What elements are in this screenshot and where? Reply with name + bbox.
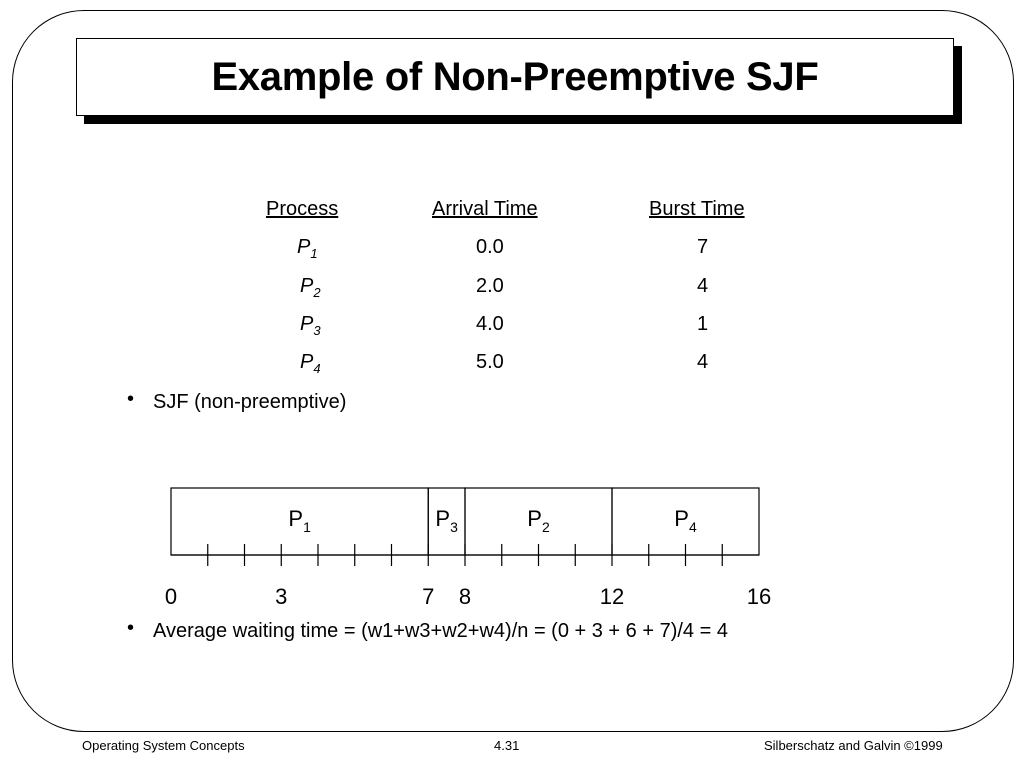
arrival-p4: 5.0 — [476, 351, 504, 373]
axis-label-16: 16 — [746, 584, 772, 609]
arrival-p3: 4.0 — [476, 313, 504, 335]
slide-title: Example of Non-Preemptive SJF — [211, 54, 819, 99]
process-p4: $P_4$ — [300, 351, 321, 376]
arrival-p1: 0.0 — [476, 236, 504, 258]
footer-course: Operating System Concepts — [82, 738, 245, 753]
title-box — [76, 38, 954, 116]
axis-label-8: 8 — [458, 584, 472, 609]
footer-page-number: 4.31 — [494, 738, 520, 753]
axis-label-12: 12 — [599, 584, 625, 609]
bullet-dot-2: • — [127, 617, 135, 639]
gantt-label-p3: $P_3$ — [435, 506, 458, 535]
arrival-p2: 2.0 — [476, 275, 504, 297]
bullet-dot-1: • — [127, 388, 135, 410]
process-p2: $P_2$ — [300, 275, 321, 300]
bullet-average-waiting-time: Average waiting time = (w1+w3+w2+w4)/n = (0 + 3 + 6 + 7)/4 = 4 — [153, 620, 728, 642]
burst-p2: 4 — [697, 275, 709, 297]
header-burst-time: Burst Time — [649, 198, 745, 220]
process-p3: $P_3$ — [300, 313, 321, 338]
gantt-label-p1: $P_1$ — [288, 506, 311, 535]
footer-authors: Silberschatz and Galvin ©1999 — [764, 738, 943, 753]
header-process: Process — [266, 198, 339, 220]
gantt-chart — [0, 480, 1024, 610]
burst-p4: 4 — [697, 351, 709, 373]
gantt-label-p4: $P_4$ — [674, 506, 697, 535]
axis-label-3: 3 — [275, 584, 288, 609]
burst-p1: 7 — [697, 236, 709, 258]
process-p1: $P_1$ — [297, 236, 318, 261]
bullet-sjf: SJF (non-preemptive) — [153, 391, 347, 413]
axis-label-0: 0 — [164, 584, 178, 609]
burst-p3: 1 — [697, 313, 709, 335]
gantt-label-p2: $P_2$ — [527, 506, 550, 535]
axis-label-7: 7 — [422, 584, 435, 609]
header-arrival-time: Arrival Time — [432, 198, 538, 220]
